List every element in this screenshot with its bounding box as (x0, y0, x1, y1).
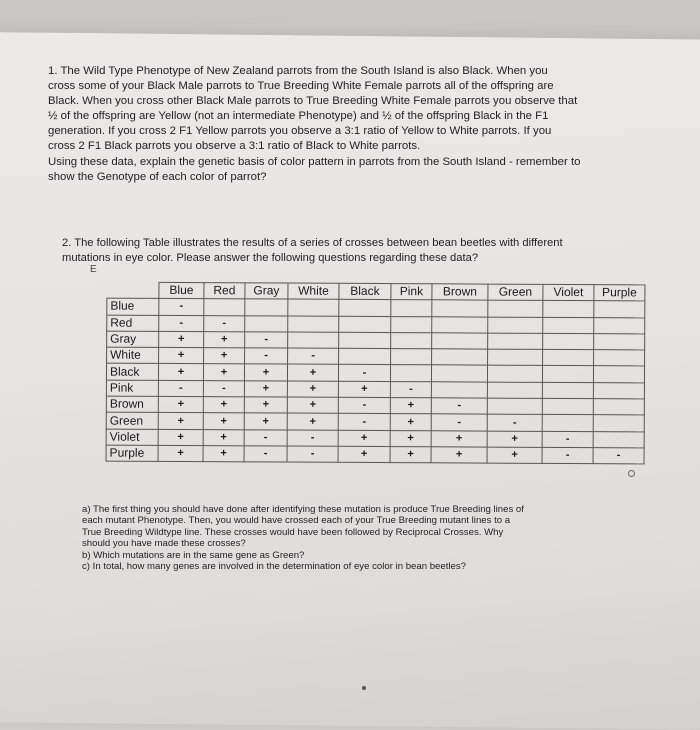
result-cell: + (338, 430, 390, 447)
question-1-line: Black. When you cross other Black Male parrots to True Breeding White Female parrots you observe that (48, 95, 578, 108)
result-cell (543, 350, 594, 367)
result-cell: + (390, 447, 431, 464)
result-cell (488, 317, 543, 334)
question-1-line: cross some of your Black Male parrots to True Breeding White Female parrots all of the offspring are (48, 80, 554, 93)
result-cell (593, 431, 644, 448)
result-cell: - (287, 430, 338, 447)
row-label: Green (106, 412, 158, 429)
result-cell: - (338, 414, 390, 431)
result-cell: + (158, 364, 203, 381)
result-cell: + (203, 446, 244, 463)
result-cell: - (431, 414, 487, 431)
result-cell: + (390, 430, 431, 447)
result-cell: + (244, 381, 287, 398)
result-cell (391, 316, 432, 333)
result-cell: - (593, 448, 644, 465)
result-cell: + (338, 381, 390, 398)
paper-speck (628, 470, 635, 477)
result-cell: + (287, 365, 338, 382)
row-label: Black (106, 364, 158, 381)
result-cell: - (159, 315, 204, 332)
result-cell: + (158, 413, 203, 430)
question-1-line: Using these data, explain the genetic basis of color pattern in parrots from the South Island - remember to (48, 155, 581, 168)
result-cell (431, 365, 487, 382)
column-header: Green (488, 284, 543, 301)
question-1-line: cross 2 F1 Black parrots you observe a 3:1 ratio of Black to White parrots. (48, 140, 421, 153)
question-1-line: show the Genotype of each color of parrot? (48, 170, 267, 183)
result-cell (542, 366, 593, 383)
result-cell: - (203, 380, 244, 397)
result-cell (391, 349, 432, 366)
result-cell (339, 300, 391, 317)
result-cell: - (431, 398, 487, 415)
sub-question-line: a) The first thing you should have done after identifying these mutation is produce True Breeding lines of (82, 504, 524, 515)
question-2 (62, 236, 682, 265)
result-cell: + (159, 331, 204, 348)
question-1-line: generation. If you cross 2 F1 Yellow parrots you observe a 3:1 ratio of Yellow to White parrots. If you (48, 125, 552, 138)
result-cell (542, 398, 593, 415)
table-body (106, 298, 645, 464)
result-cell: + (203, 413, 244, 430)
result-cell: + (390, 398, 431, 415)
sub-question-line: b) Which mutations are in the same gene as Green? (82, 549, 305, 561)
sub-question-line: should you have made these crosses? (82, 538, 246, 550)
result-cell: + (431, 430, 487, 447)
row-label: Brown (106, 396, 158, 413)
result-cell: + (487, 431, 542, 448)
text-cursor-marker: E (90, 264, 97, 275)
result-cell: + (244, 364, 287, 381)
result-cell: + (204, 348, 245, 365)
result-cell: + (487, 447, 542, 464)
column-header: Gray (245, 283, 288, 300)
result-cell: - (542, 431, 593, 448)
result-cell: - (244, 429, 287, 446)
result-cell: - (287, 446, 338, 463)
question-1 (48, 64, 688, 185)
result-cell: + (244, 413, 287, 430)
result-cell (288, 332, 339, 349)
sub-questions (82, 504, 642, 572)
result-cell: - (159, 299, 204, 316)
row-label: Violet (106, 429, 158, 446)
result-cell (593, 415, 644, 432)
column-header: White (288, 283, 339, 300)
result-cell (431, 382, 487, 399)
paper-speck (362, 686, 366, 690)
result-cell (487, 382, 542, 399)
question-2-line: 2. The following Table illustrates the results of a series of crosses between bean beetles with different (62, 237, 563, 249)
question-1-line: 1. The Wild Type Phenotype of New Zealand parrots from the South Island is also Black. When you (48, 65, 548, 77)
result-cell: + (158, 429, 203, 446)
cross-results-table (106, 282, 646, 465)
result-cell (432, 333, 488, 350)
result-cell: - (245, 332, 288, 349)
result-cell (339, 332, 391, 349)
column-header: Black (339, 283, 391, 300)
result-cell: - (204, 315, 245, 332)
sub-question-line: True Breeding Wildtype line. These crosses would have been followed by Reciprocal Crosses. Why (82, 526, 504, 538)
result-cell (542, 382, 593, 399)
result-cell: + (287, 381, 338, 398)
result-cell (391, 332, 432, 349)
result-cell (488, 349, 543, 366)
result-cell (339, 316, 391, 333)
result-cell (288, 316, 339, 333)
result-cell (339, 348, 391, 365)
result-cell: - (244, 446, 287, 463)
table-row (106, 445, 644, 464)
column-header: Purple (594, 285, 645, 302)
result-cell: - (338, 397, 390, 414)
result-cell: + (203, 364, 244, 381)
result-cell (543, 333, 594, 350)
column-header: Brown (432, 284, 488, 301)
sub-question-line: each mutant Phenotype. Then, you would have crossed each of your True Breeding mutant lines to a (82, 515, 511, 527)
column-header: Red (204, 283, 245, 300)
column-header: Pink (391, 284, 432, 301)
result-cell (204, 299, 245, 316)
result-cell (487, 398, 542, 415)
result-cell: - (390, 381, 431, 398)
row-label: Purple (106, 445, 158, 462)
result-cell (288, 299, 339, 316)
result-cell: + (287, 413, 338, 430)
result-cell (593, 382, 644, 399)
result-cell (245, 315, 288, 332)
result-cell (542, 415, 593, 432)
row-label: Red (107, 315, 159, 332)
result-cell (594, 350, 645, 367)
result-cell (543, 317, 594, 334)
result-cell: - (338, 365, 390, 382)
result-cell (488, 333, 543, 350)
result-cell: + (287, 397, 338, 414)
result-cell (432, 300, 488, 317)
result-cell: - (487, 414, 542, 431)
result-cell (432, 349, 488, 366)
result-cell: + (431, 447, 487, 464)
result-cell (245, 299, 288, 316)
result-cell (543, 301, 594, 318)
result-cell: + (203, 429, 244, 446)
result-cell: + (244, 397, 287, 414)
result-cell: + (204, 331, 245, 348)
row-label: Pink (106, 380, 158, 397)
result-cell: + (338, 446, 390, 463)
column-header: Violet (543, 284, 594, 301)
question-2-line: mutations in eye color. Please answer the following questions regarding these data? (62, 251, 479, 264)
result-cell (391, 300, 432, 317)
result-cell: + (158, 396, 203, 413)
result-cell (488, 300, 543, 317)
result-cell: + (203, 397, 244, 414)
result-cell: + (159, 348, 204, 365)
column-header: Blue (159, 282, 204, 299)
result-cell (593, 366, 644, 383)
result-cell: - (288, 348, 339, 365)
result-cell: - (245, 348, 288, 365)
result-cell (594, 301, 645, 318)
result-cell: + (390, 414, 431, 431)
row-label: White (107, 347, 159, 364)
table-corner (107, 282, 159, 299)
row-label: Gray (107, 331, 159, 348)
result-cell (594, 317, 645, 334)
result-cell: - (542, 447, 593, 464)
result-cell: + (158, 445, 203, 462)
result-cell (487, 366, 542, 383)
row-label: Blue (107, 298, 159, 315)
result-cell (593, 399, 644, 416)
result-cell (432, 316, 488, 333)
result-cell: - (158, 380, 203, 397)
question-1-line: ½ of the offspring are Yellow (not an intermediate Phenotype) and ½ of the offspring Black in the F1 (48, 110, 549, 123)
result-cell (594, 334, 645, 351)
result-cell (390, 365, 431, 382)
sub-question-line: c) In total, how many genes are involved in the determination of eye color in bean beetles? (82, 561, 466, 573)
